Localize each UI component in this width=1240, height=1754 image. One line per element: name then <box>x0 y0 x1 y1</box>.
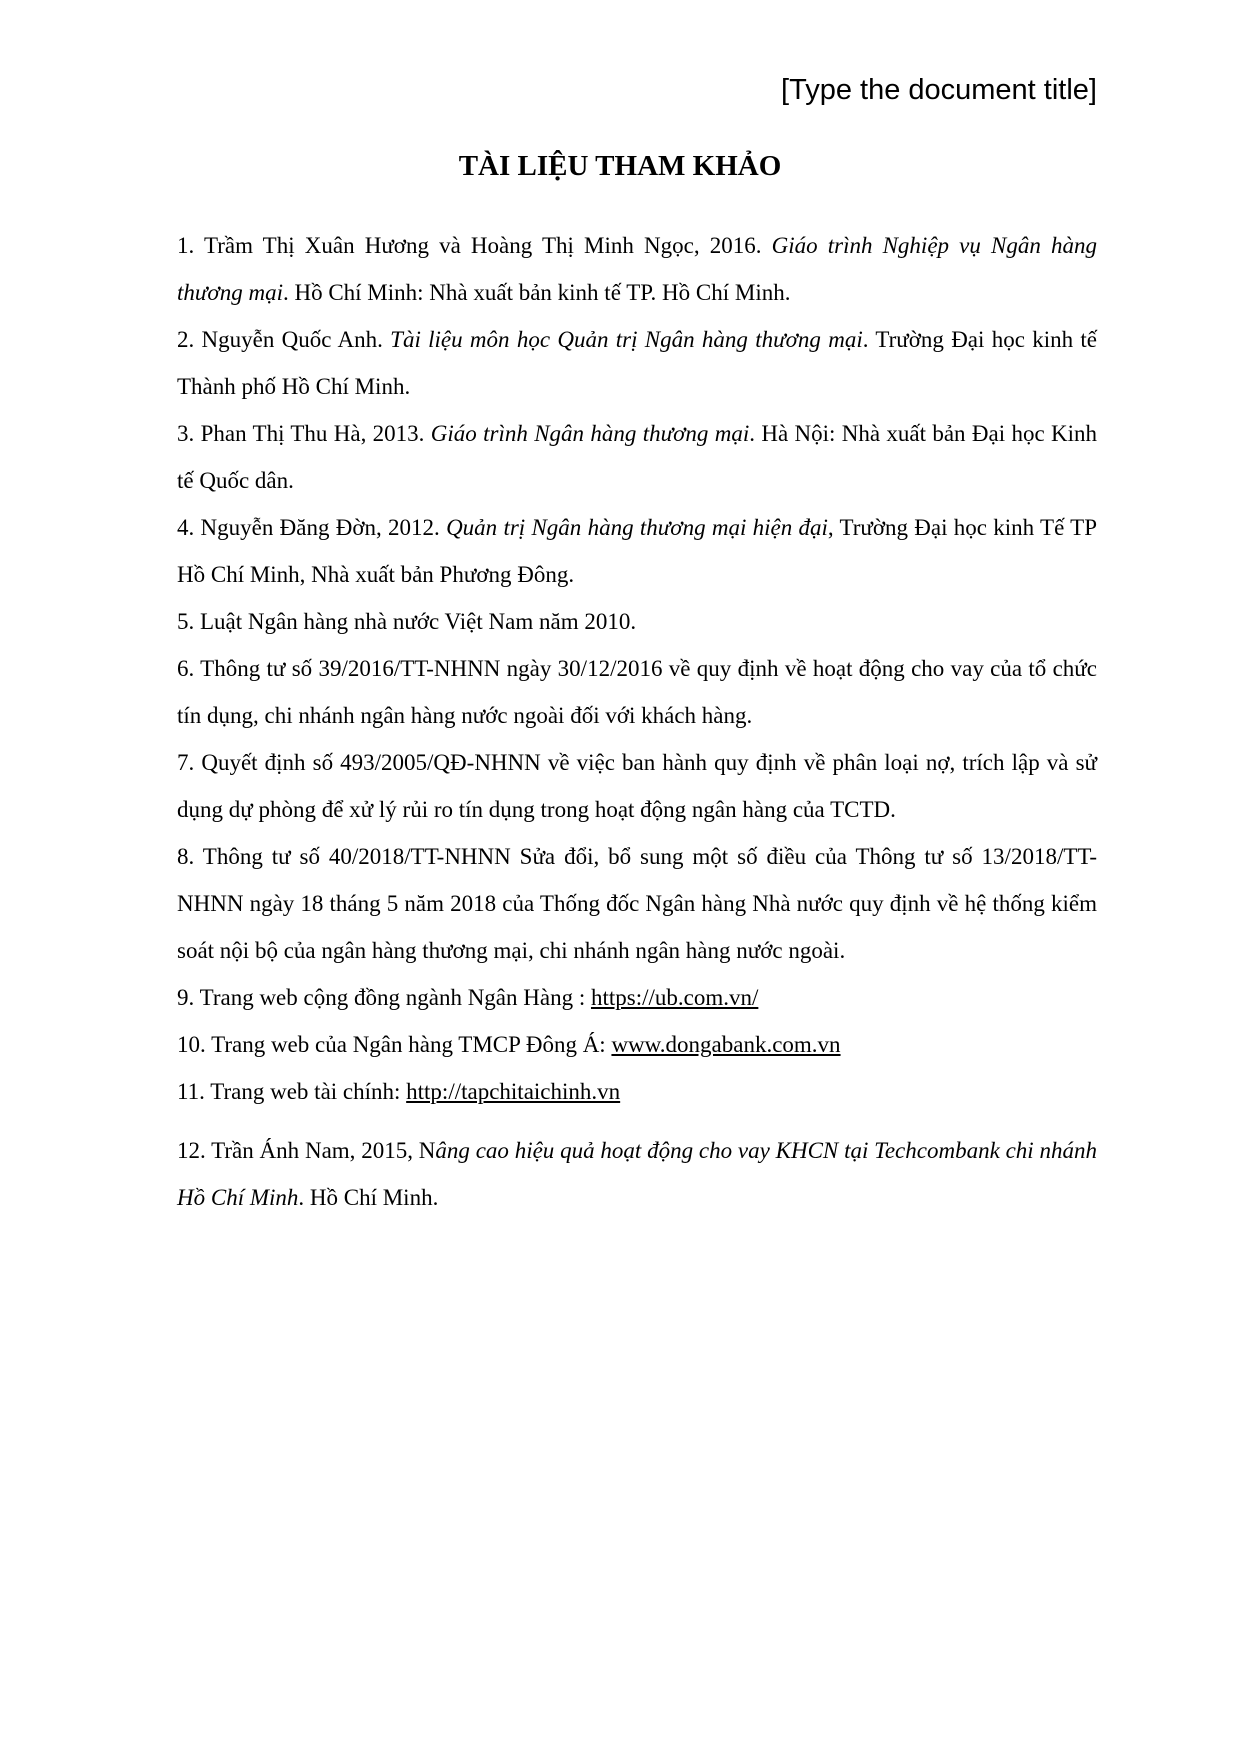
reference-item-3 <box>177 410 1097 504</box>
reference-authors: Phan Thị Thu Hà, 2013. <box>200 421 425 446</box>
reference-item-5 <box>177 598 1097 645</box>
reference-list <box>177 222 1097 1221</box>
reference-number: 4. <box>177 515 195 540</box>
reference-number: 1. <box>177 233 195 258</box>
reference-number: 2. <box>177 327 195 352</box>
reference-number: 10. <box>177 1032 206 1057</box>
reference-number: 9. <box>177 985 195 1010</box>
reference-link-dongabank[interactable]: www.dongabank.com.vn <box>611 1032 841 1057</box>
reference-link-tapchitaichinh[interactable]: http://tapchitaichinh.vn <box>406 1079 621 1104</box>
reference-number: 7. <box>177 750 195 775</box>
reference-link-ub[interactable]: https://ub.com.vn/ <box>590 985 759 1010</box>
reference-authors: Nguyễn Đăng Đờn, 2012. <box>200 515 440 540</box>
reference-text: Trang web cộng đồng ngành Ngân Hàng : <box>199 985 586 1010</box>
reference-authors: Nguyễn Quốc Anh. <box>201 327 383 352</box>
reference-text: Thông tư số 39/2016/TT-NHNN ngày 30/12/2016 về quy định về hoạt động cho vay của tổ chức tín dụng, chi nhánh ngân hàng nước ngoài đối với khách hàng. <box>177 656 1097 728</box>
reference-item-12 <box>177 1127 1097 1221</box>
reference-text: Thông tư số 40/2018/TT-NHNN Sửa đổi, bổ sung một số điều của Thông tư số 13/2018/TT-NHNN ngày 18 tháng 5 năm 2018 của Thống đốc Ngân hàng Nhà nước quy định về hệ thống kiểm soát nội bộ của ngân hàng thương mại, chi nhánh ngân hàng nước ngoài. <box>177 844 1097 963</box>
reference-item-6 <box>177 645 1097 739</box>
reference-item-1 <box>177 222 1097 316</box>
reference-item-2 <box>177 316 1097 410</box>
reference-title: Tài liệu môn học Quản trị Ngân hàng thương mại <box>390 327 863 352</box>
reference-authors: Trầm Thị Xuân Hương và Hoàng Thị Minh Ngọc, 2016. <box>203 233 762 258</box>
reference-item-8 <box>177 833 1097 974</box>
document-title-placeholder: [Type the document title] <box>781 74 1097 106</box>
reference-text: Trang web của Ngân hàng TMCP Đông Á: <box>211 1032 606 1057</box>
reference-text: Trang web tài chính: <box>210 1079 401 1104</box>
reference-publisher: . Hồ Chí Minh: Nhà xuất bản kinh tế TP. Hồ Chí Minh. <box>282 280 791 305</box>
reference-publisher: . Hồ Chí Minh. <box>298 1185 439 1210</box>
reference-number: 6. <box>177 656 195 681</box>
reference-text: Luật Ngân hàng nhà nước Việt Nam năm 2010. <box>200 609 637 634</box>
reference-title: Giáo trình Nghiệp vụ Ngân hàng thương mại <box>177 233 1097 305</box>
reference-authors: Trần Ánh Nam, 2015, N <box>211 1138 436 1163</box>
reference-text: Quyết định số 493/2005/QĐ-NHNN về việc ban hành quy định về phân loại nợ, trích lập và sử dụng dự phòng để xử lý rủi ro tín dụng trong hoạt động ngân hàng của TCTD. <box>177 750 1097 822</box>
reference-number: 12. <box>177 1138 206 1163</box>
reference-number: 5. <box>177 609 195 634</box>
reference-publisher: , Trường Đại học kinh Tế TP Hồ Chí Minh, Nhà xuất bản Phương Đông. <box>177 515 1097 587</box>
reference-number: 8. <box>177 844 195 869</box>
reference-number: 11. <box>177 1079 205 1104</box>
reference-title: âng cao hiệu quả hoạt động cho vay KHCN tại Techcombank chi nhánh Hồ Chí Minh <box>177 1138 1097 1210</box>
reference-item-11 <box>177 1068 1097 1115</box>
reference-publisher: . Trường Đại học kinh tế Thành phố Hồ Chí Minh. <box>177 327 1097 399</box>
reference-title: Giáo trình Ngân hàng thương mại <box>430 421 750 446</box>
reference-item-9 <box>177 974 1097 1021</box>
reference-item-4 <box>177 504 1097 598</box>
reference-item-7 <box>177 739 1097 833</box>
reference-title: Quản trị Ngân hàng thương mại hiện đại <box>446 515 828 540</box>
reference-number: 3. <box>177 421 195 446</box>
reference-publisher: . Hà Nội: Nhà xuất bản Đại học Kinh tế Quốc dân. <box>177 421 1097 493</box>
page-heading: TÀI LIỆU THAM KHẢO <box>458 150 782 182</box>
reference-item-10 <box>177 1021 1097 1068</box>
